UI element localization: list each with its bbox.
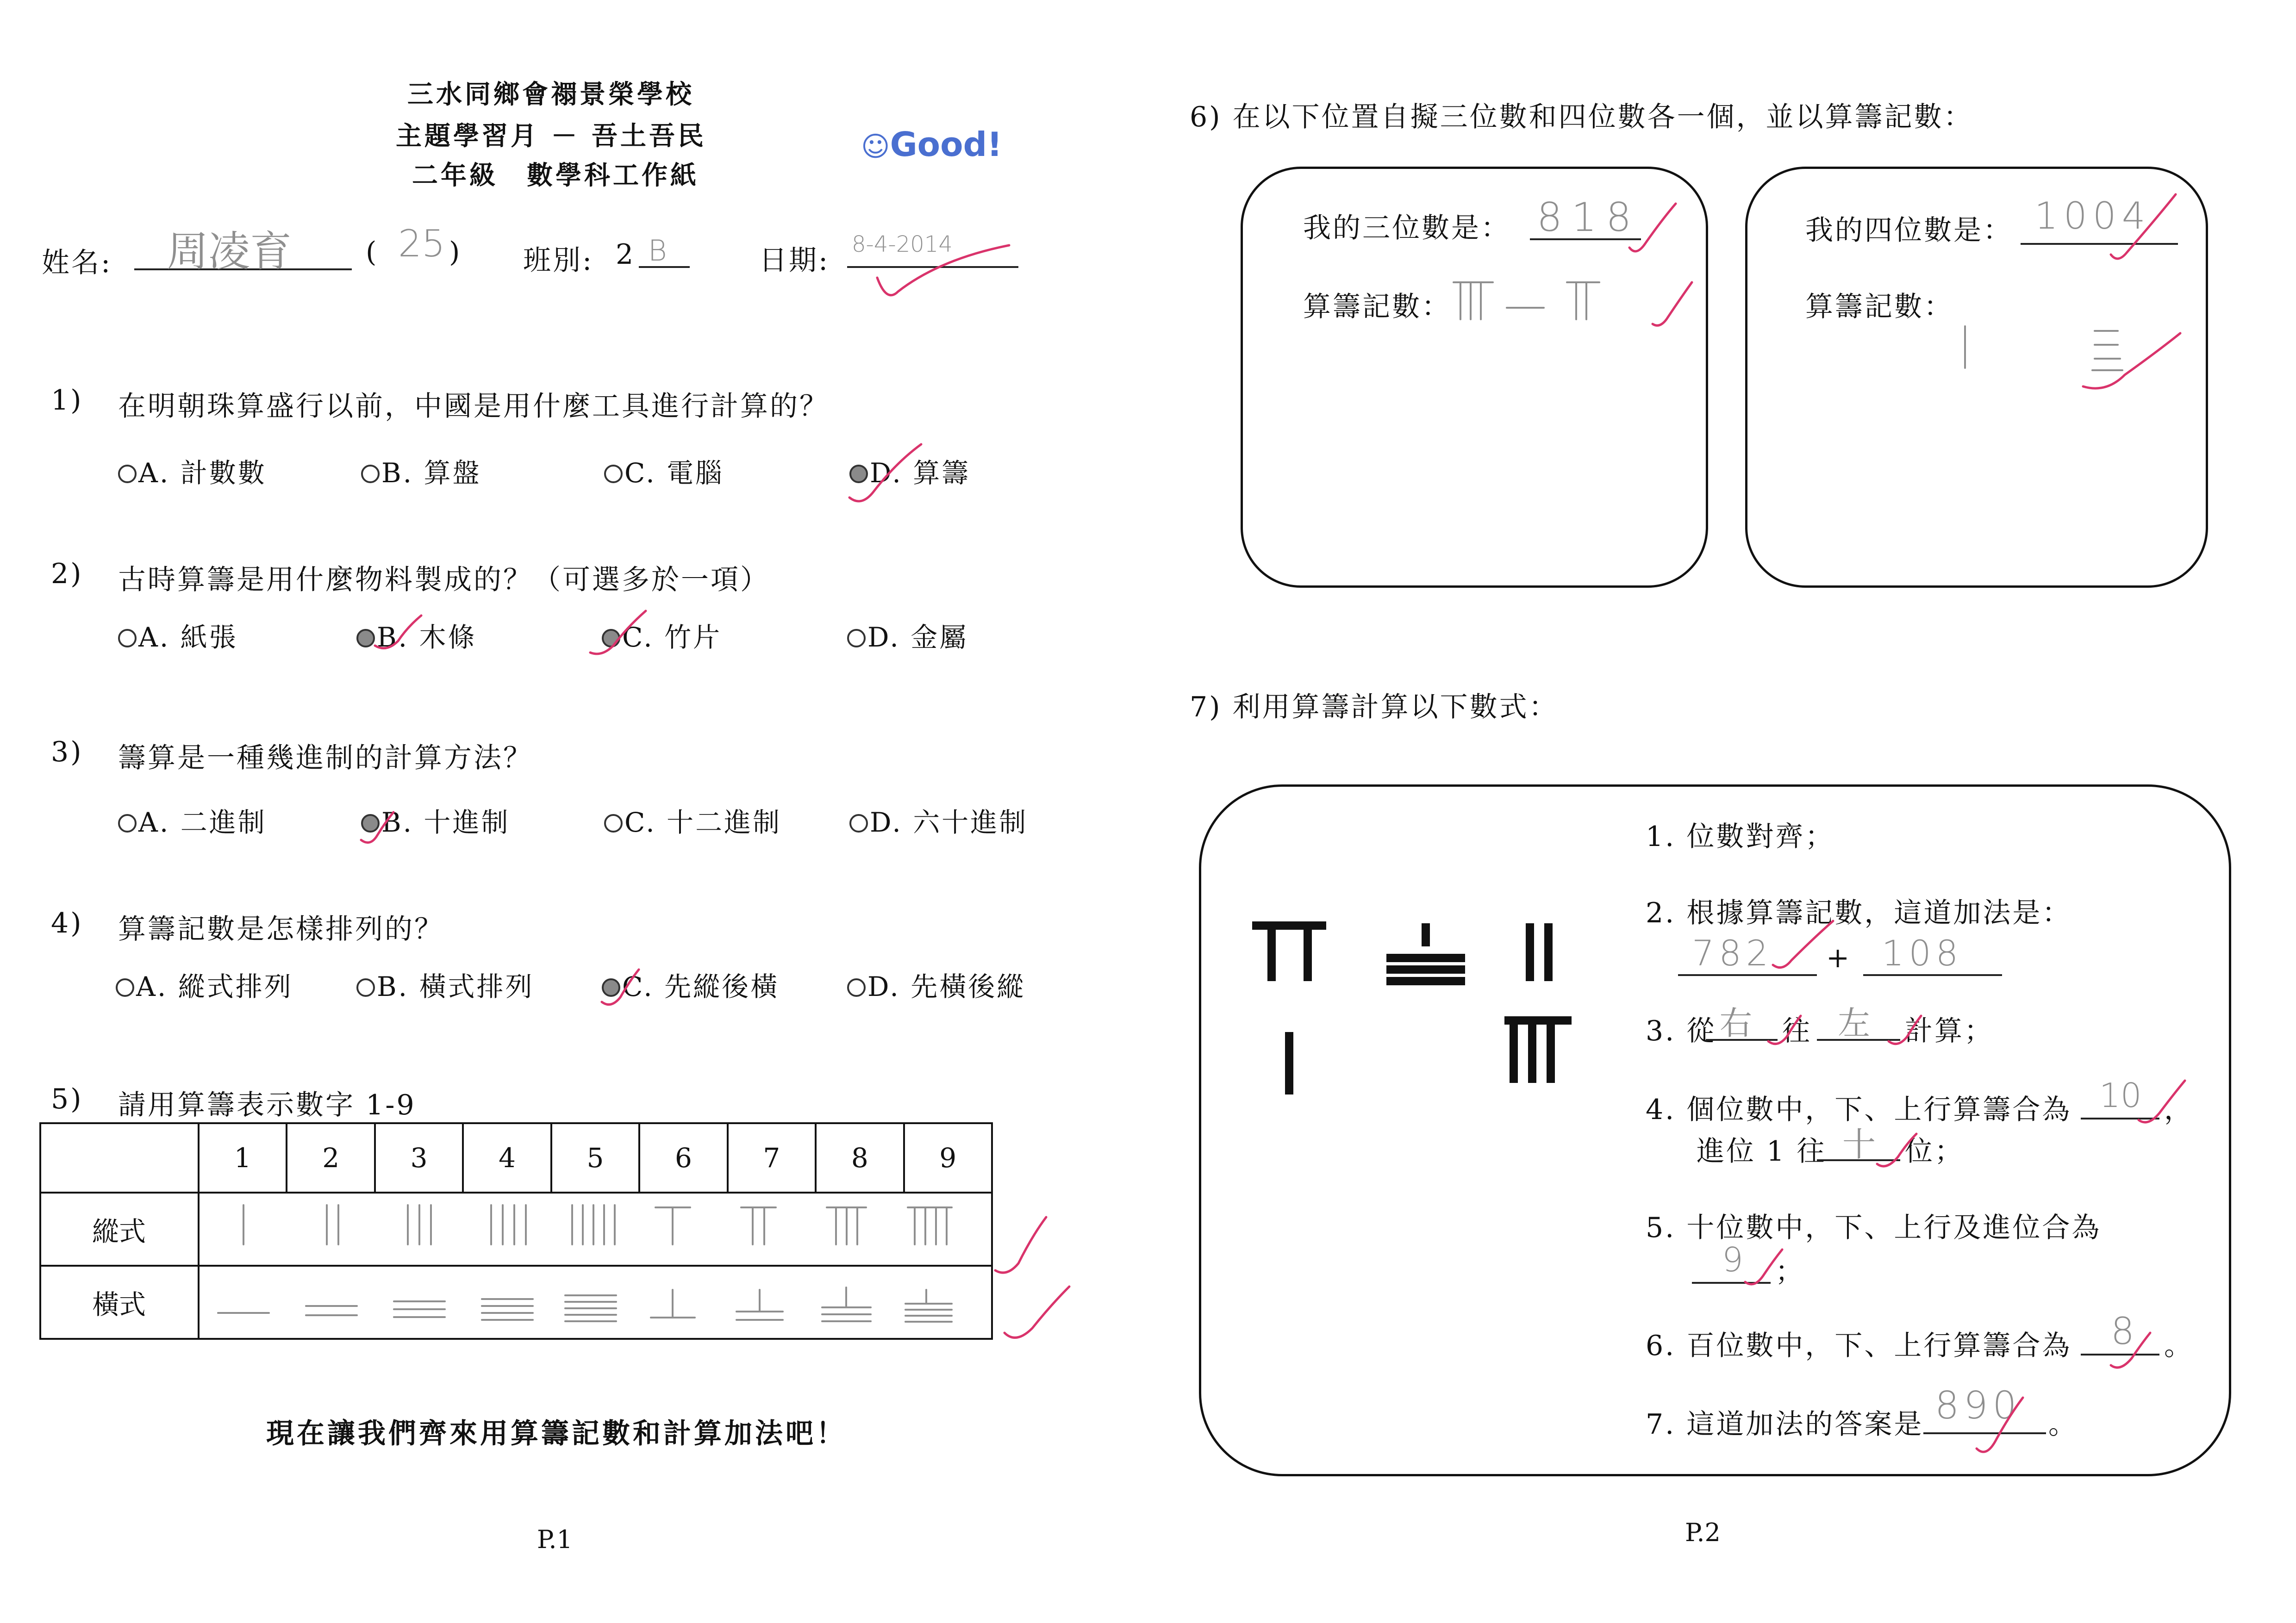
four-digit-box [1745, 167, 2208, 588]
q1-option-c[interactable]: C. 電腦 [604, 451, 724, 490]
step-7-field[interactable] [1923, 1384, 2046, 1434]
three-digit-field[interactable] [1530, 194, 1641, 241]
three-digit-box [1241, 167, 1708, 588]
good-sticker [861, 125, 1002, 164]
number-open-paren: ( [366, 236, 379, 268]
step-3-field-1[interactable] [1706, 1000, 1778, 1041]
radio-selected-icon [849, 465, 868, 483]
name-label: 姓名: [42, 247, 112, 279]
class-label: 班別: [523, 244, 594, 277]
step-7-end: 。 [2048, 1408, 2078, 1441]
step-1: 1. 位數對齊； [1646, 821, 1835, 853]
digit-header: 6 [639, 1123, 727, 1193]
question-2-number: 2) [51, 558, 83, 590]
radio-icon [118, 814, 137, 833]
four-digit-field[interactable] [2021, 194, 2178, 245]
number-value: 25 [398, 222, 445, 265]
step-4-field-1[interactable] [2081, 1078, 2159, 1119]
step-3-prefix: 3. 從 [1646, 1015, 1716, 1047]
page1-footer: 現在讓我們齊來用算籌記數和計算加法吧！ [266, 1418, 847, 1450]
rod-numeral-table [39, 1122, 993, 1340]
vertical-rod-drawings [200, 1194, 991, 1258]
three-digit-rod-drawing[interactable] [1451, 273, 1618, 329]
question-3-number: 3) [51, 736, 83, 768]
question-1-number: 1) [51, 384, 83, 417]
step-3-value-2: 左 [1838, 1004, 1870, 1042]
class-field[interactable] [639, 234, 690, 268]
question-5-number: 5) [51, 1083, 83, 1115]
question-7-text: 7) 利用算籌計算以下數式： [1190, 691, 1559, 723]
q2-option-c[interactable]: C. 竹片 [602, 616, 722, 654]
step-4-carry: 進位 1 往 [1697, 1135, 1827, 1168]
digit-header: 2 [287, 1123, 374, 1193]
question-4-number: 4) [51, 907, 83, 939]
page-number-2: P.2 [1685, 1518, 1721, 1547]
horizontal-rod-cells[interactable] [199, 1266, 992, 1339]
date-value: 8-4-2014 [852, 231, 953, 257]
q2-option-a[interactable]: A. 紙張 [118, 616, 238, 654]
step-6-value: 8 [2111, 1310, 2134, 1353]
class-value: B [648, 234, 667, 267]
step-4-comma: ， [2164, 1094, 2194, 1126]
addend-1-field[interactable] [1678, 935, 1817, 976]
three-digit-label: 我的三位數是： [1303, 212, 1510, 244]
radio-selected-icon [356, 629, 375, 647]
step-5: 5. 十位數中，下、上行及進位合為 [1646, 1212, 2102, 1244]
step-4-suffix: 位； [1905, 1135, 1964, 1168]
question-2-text: 古時算籌是用什麼物料製成的？（可選多於一項） [118, 564, 770, 596]
addend-2-field[interactable] [1863, 935, 2002, 976]
vertical-rod-cells[interactable] [199, 1193, 992, 1266]
step-3-middle: 往 [1782, 1015, 1812, 1047]
radio-icon [849, 814, 868, 833]
table-header-row [40, 1123, 992, 1193]
subject-title: 二年級 數學科工作紙 [412, 160, 699, 191]
rod-addition-diagram [1252, 916, 1585, 1111]
plus-sign: + [1826, 942, 1852, 974]
radio-selected-icon [602, 629, 620, 647]
question-6-text: 6) 在以下位置自擬三位數和四位數各一個，並以算籌記數： [1190, 101, 1973, 133]
digit-header: 9 [904, 1123, 992, 1193]
step-6-field[interactable] [2081, 1310, 2159, 1356]
step-6-end: 。 [2164, 1330, 2194, 1362]
name-field[interactable] [134, 218, 352, 276]
question-3-text: 籌算是一種幾進制的計算方法？ [118, 742, 533, 774]
step-2: 2. 根據算籌記數，這道加法是： [1646, 897, 2072, 929]
step-5-end: ； [1775, 1256, 1805, 1288]
q4-option-b[interactable]: B. 橫式排列 [356, 965, 534, 1004]
q1-option-d[interactable]: D. 算籌 [849, 451, 970, 490]
date-label: 日期: [759, 244, 830, 277]
step-4-value-1: 10 [2099, 1076, 2142, 1115]
digit-header: 8 [816, 1123, 904, 1193]
radio-selected-icon [602, 978, 620, 997]
calculation-box [1199, 784, 2231, 1476]
step-5-field[interactable] [1692, 1240, 1771, 1284]
page-number-1: P.1 [537, 1525, 573, 1554]
radio-icon [116, 978, 134, 997]
q3-option-a[interactable]: A. 二進制 [118, 801, 267, 839]
radio-icon [604, 465, 623, 483]
radio-icon [847, 629, 866, 647]
digit-header: 1 [199, 1123, 287, 1193]
radio-selected-icon [361, 814, 380, 833]
q4-option-d[interactable]: D. 先橫後縱 [847, 965, 1025, 1004]
good-text: Good! [890, 125, 1002, 164]
three-digit-value: 818 [1537, 194, 1641, 241]
radio-icon [361, 465, 380, 483]
four-digit-rod-label: 算籌記數： [1805, 291, 1953, 323]
school-name: 三水同鄉會禤景榮學校 [407, 79, 694, 110]
vertical-row-label: 縱式 [40, 1193, 199, 1266]
four-digit-value: 1004 [2034, 194, 2151, 237]
step-4-field-2[interactable] [1817, 1120, 1900, 1164]
q3-option-d[interactable]: D. 六十進制 [849, 801, 1028, 839]
digit-header: 4 [463, 1123, 551, 1193]
radio-icon [847, 978, 866, 997]
horizontal-row [40, 1266, 992, 1339]
question-4-text: 算籌記數是怎樣排列的？ [118, 913, 444, 945]
question-1-text: 在明朝珠算盛行以前，中國是用什麼工具進行計算的？ [118, 390, 829, 423]
vertical-row [40, 1193, 992, 1266]
question-5-text: 請用算籌表示數字 1-9 [118, 1089, 416, 1121]
step-5-value: 9 [1722, 1240, 1743, 1279]
q2-option-d[interactable]: D. 金屬 [847, 616, 968, 654]
q4-option-a[interactable]: A. 縱式排列 [116, 965, 293, 1004]
q1-option-b[interactable]: B. 算盤 [361, 451, 481, 490]
step-4-value-2: 十 [1842, 1125, 1876, 1164]
table-corner-cell [40, 1123, 199, 1193]
step-6: 6. 百位數中，下、上行算籌合為 [1646, 1330, 2072, 1362]
digit-header: 5 [551, 1123, 639, 1193]
radio-icon [356, 978, 375, 997]
q4-option-c[interactable]: C. 先縱後橫 [602, 965, 779, 1004]
horizontal-rod-drawings [200, 1267, 991, 1331]
step-7: 7. 這道加法的答案是 [1646, 1408, 1924, 1441]
radio-icon [118, 629, 137, 647]
step-3-suffix: 計算； [1905, 1015, 1994, 1047]
class-prefix: 2 [616, 238, 636, 271]
addend-1-value: 782 [1692, 933, 1773, 974]
radio-icon [118, 465, 137, 483]
q2-option-b[interactable]: B. 木條 [356, 616, 477, 654]
date-field[interactable] [847, 227, 1018, 268]
digit-header: 7 [728, 1123, 816, 1193]
number-close-paren: ) [449, 236, 462, 268]
q1-option-a[interactable]: A. 計數數 [118, 451, 267, 490]
horizontal-row-label: 橫式 [40, 1266, 199, 1339]
radio-icon [604, 814, 623, 833]
smiley-icon: ☺ [861, 131, 890, 163]
digit-header: 3 [375, 1123, 463, 1193]
step-3-field-2[interactable] [1817, 1000, 1900, 1041]
four-digit-rod-drawing[interactable] [1956, 317, 2141, 386]
q3-option-c[interactable]: C. 十二進制 [604, 801, 781, 839]
step-7-value: 890 [1935, 1384, 2021, 1428]
name-value: 周凌育 [167, 227, 292, 276]
theme-title: 主題學習月 － 吾土吾民 [396, 121, 706, 151]
three-digit-rod-label: 算籌記數： [1303, 291, 1451, 323]
q3-option-b[interactable]: B. 十進制 [361, 801, 510, 839]
addend-2-value: 108 [1882, 933, 1963, 974]
step-3-value-1: 右 [1720, 1004, 1752, 1042]
step-4: 4. 個位數中，下、上行算籌合為 [1646, 1094, 2072, 1126]
four-digit-label: 我的四位數是： [1805, 214, 2013, 247]
